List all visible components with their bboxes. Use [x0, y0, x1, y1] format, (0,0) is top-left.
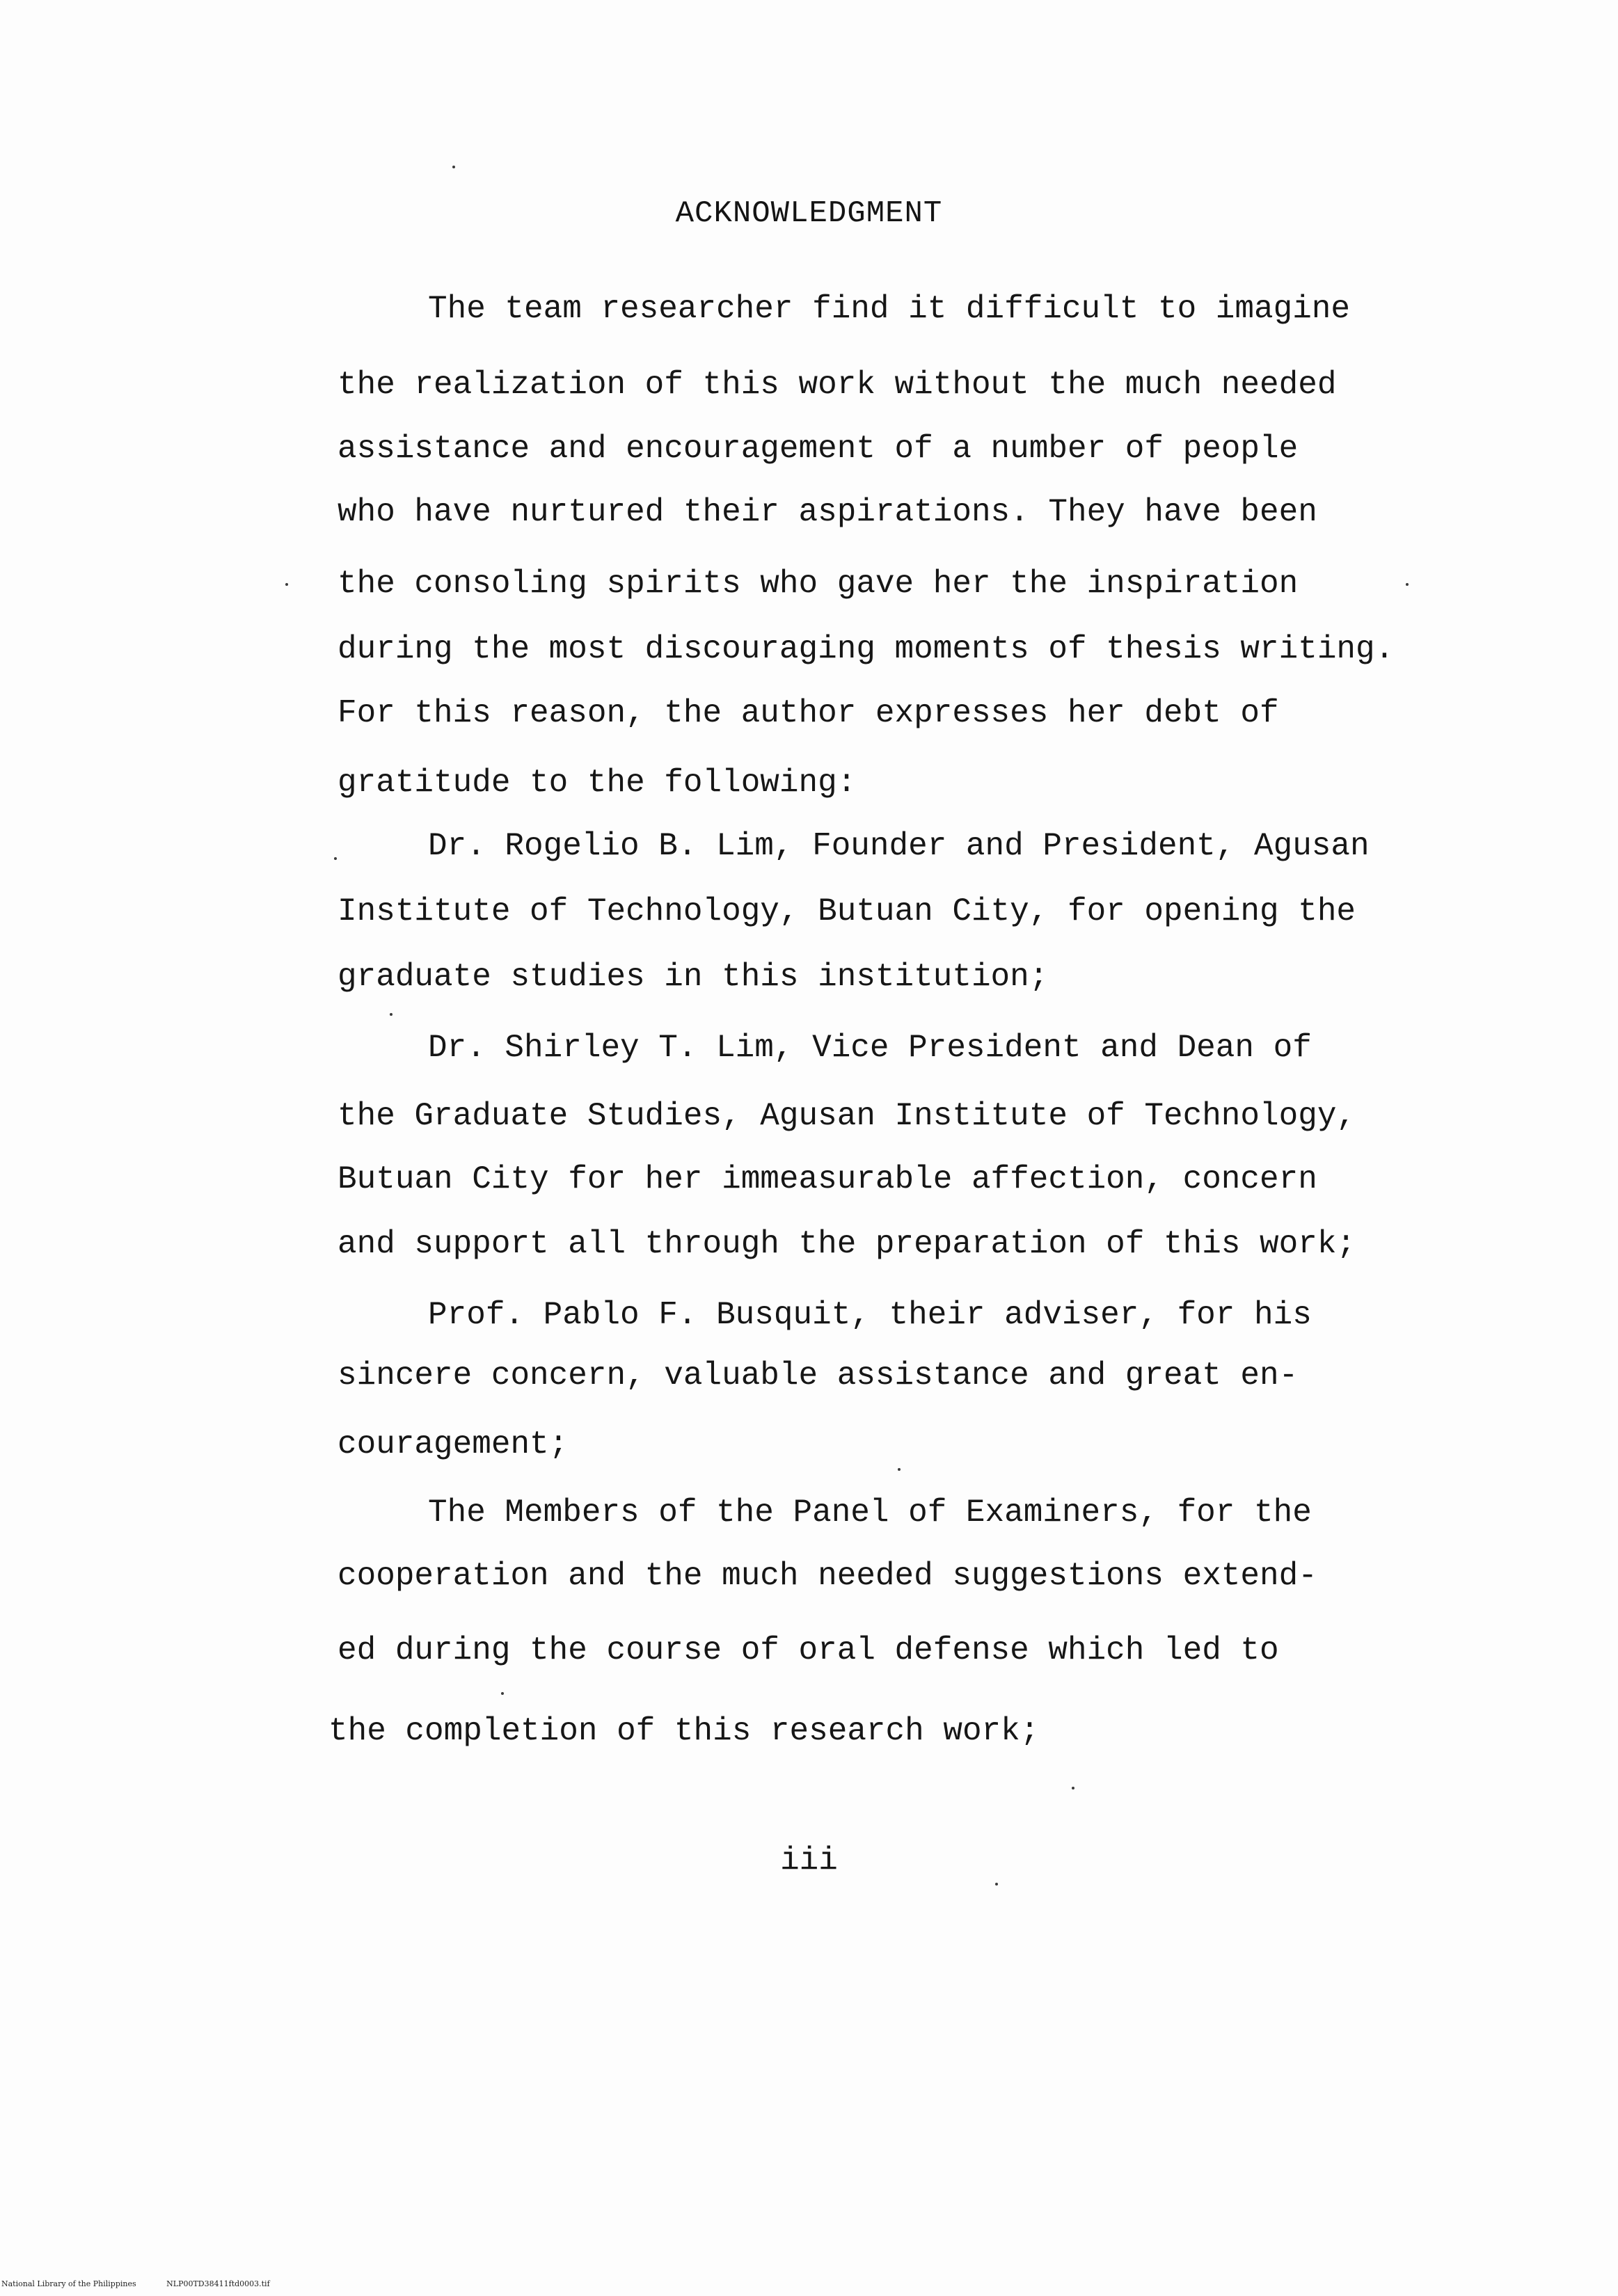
body-line: Butuan City for her immeasurable affection, concern: [338, 1161, 1317, 1197]
scan-speck: [390, 1013, 392, 1016]
body-line: the completion of this research work;: [328, 1713, 1040, 1749]
body-line: cooperation and the much needed suggestions extend-: [338, 1558, 1317, 1594]
body-line: who have nurtured their aspirations. They have been: [338, 494, 1317, 530]
body-line: graduate studies in this institution;: [338, 959, 1049, 995]
scan-speck: [452, 166, 455, 168]
scan-speck: [1406, 583, 1409, 586]
body-line: assistance and encouragement of a number of people: [338, 431, 1299, 467]
body-line: gratitude to the following:: [338, 765, 857, 801]
body-line: and support all through the preparation of this work;: [338, 1226, 1356, 1262]
page-title: ACKNOWLEDGMENT: [675, 196, 943, 231]
scan-filename: NLP00TD38411ftd0003.tif: [166, 2279, 270, 2288]
scan-speck: [501, 1692, 504, 1695]
body-line: the consoling spirits who gave her the inspiration: [338, 566, 1299, 602]
scan-speck: [1072, 1787, 1074, 1789]
scan-speck: [285, 583, 288, 586]
body-line: Dr. Rogelio B. Lim, Founder and President, Agusan: [428, 828, 1370, 864]
body-line: ed during the course of oral defense which led to: [338, 1632, 1279, 1668]
scan-speck: [898, 1468, 901, 1471]
body-line: The Members of the Panel of Examiners, for the: [428, 1494, 1312, 1531]
body-line: during the most discouraging moments of thesis writing.: [338, 631, 1395, 667]
body-line: The team researcher find it difficult to imagine: [428, 291, 1351, 327]
body-line: Prof. Pablo F. Busquit, their adviser, for his: [428, 1297, 1312, 1333]
scan-footer: [1, 2279, 270, 2288]
body-line: Institute of Technology, Butuan City, for opening the: [338, 893, 1356, 930]
library-name: National Library of the Philippines: [1, 2279, 136, 2288]
body-line: couragement;: [338, 1426, 569, 1462]
body-line: For this reason, the author expresses her debt of: [338, 695, 1279, 731]
scan-speck: [995, 1883, 998, 1886]
scan-speck: [334, 857, 337, 860]
body-line: sincere concern, valuable assistance and great en-: [338, 1357, 1299, 1394]
body-line: Dr. Shirley T. Lim, Vice President and Dean of: [428, 1030, 1312, 1066]
page-number: iii: [780, 1842, 838, 1879]
body-line: the Graduate Studies, Agusan Institute of Technology,: [338, 1098, 1356, 1134]
body-line: the realization of this work without the much needed: [338, 367, 1337, 403]
